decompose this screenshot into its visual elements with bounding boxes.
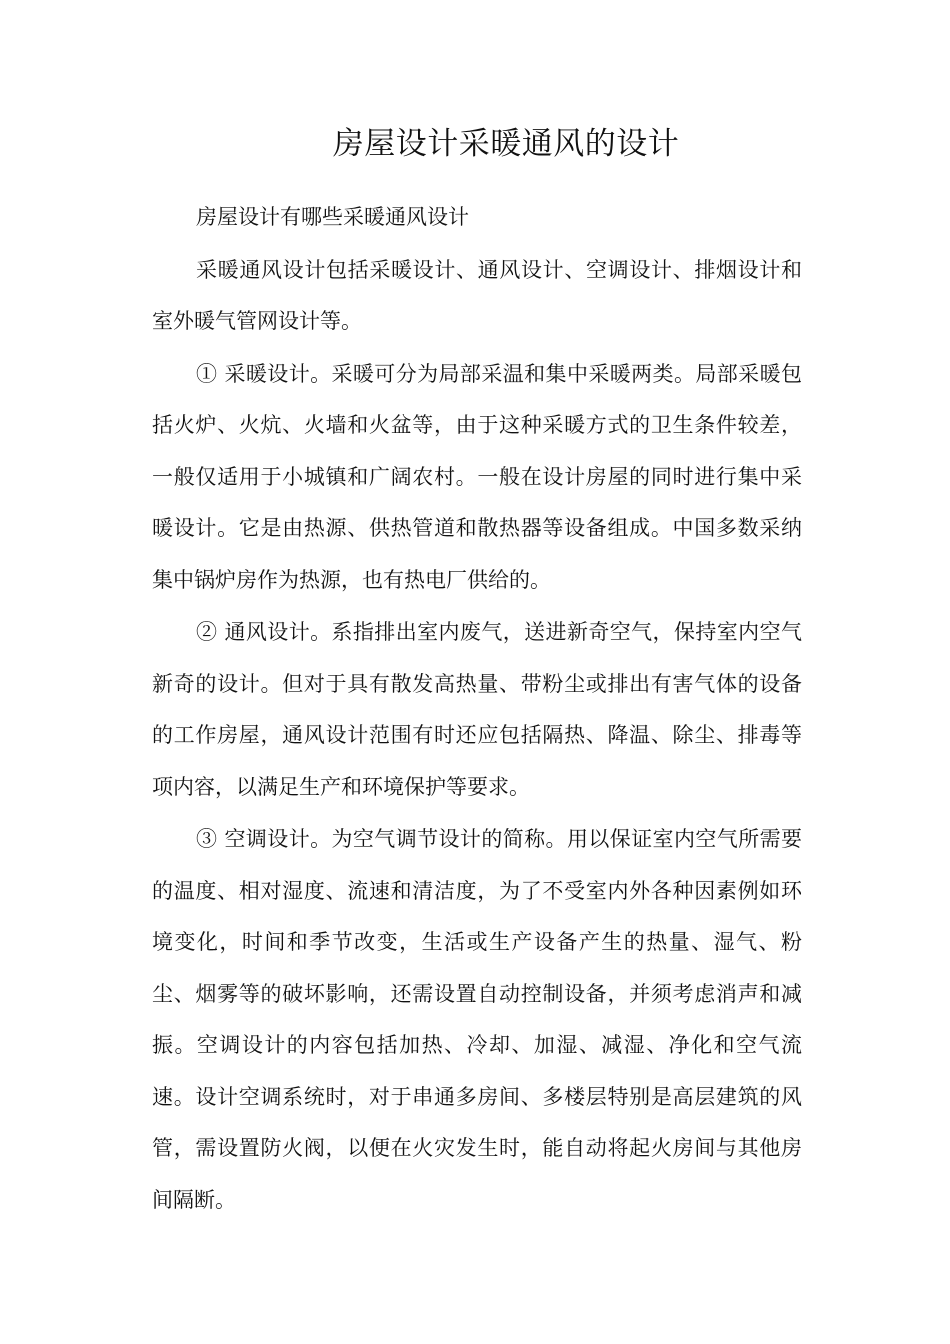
document-title: 房屋设计采暖通风的设计 <box>332 126 680 162</box>
paragraph-air-conditioning: ③ 空调设计。为空气调节设计的简称。用以保证室内空气所需要的温度、相对湿度、流速和清洁度，为了不受室内外各种因素例如环境变化，时间和季节改变，生活或生产设备产生的热量、湿气、粉尘、烟雾等的破坏影响，还需设置自动控制设备，并须考虑消声和减振。空调设计的内容包括加热、冷却、加湿、减湿、净化和空气流速。设计空调系统时，对于串通多房间、多楼层特别是高层建筑的风管，需设置防火阀，以便在火灾发生时，能自动将起火房间与其他房间隔断。 <box>152 827 802 1212</box>
paragraph-ventilation: ② 通风设计。系指排出室内废气，送进新奇空气，保持室内空气新奇的设计。但对于具有散发高热量、带粉尘或排出有害气体的设备的工作房屋，通风设计范围有时还应包括隔热、降温、除尘、排毒等项内容，以满足生产和环境保护等要求。 <box>152 620 802 799</box>
paragraph-intro: 采暖通风设计包括采暖设计、通风设计、空调设计、排烟设计和室外暖气管网设计等。 <box>152 257 802 333</box>
document-body <box>152 192 802 1227</box>
paragraph-subtitle: 房屋设计有哪些采暖通风设计 <box>196 205 469 229</box>
paragraph-heating: ① 采暖设计。采暖可分为局部采温和集中采暖两类。局部采暖包括火炉、火炕、火墙和火盆等，由于这种采暖方式的卫生条件较差，一般仅适用于小城镇和广阔农村。一般在设计房屋的同时进行集中采暖设计。它是由热源、供热管道和散热器等设备组成。中国多数采纳集中锅炉房作为热源，也有热电厂供给的。 <box>152 361 802 592</box>
